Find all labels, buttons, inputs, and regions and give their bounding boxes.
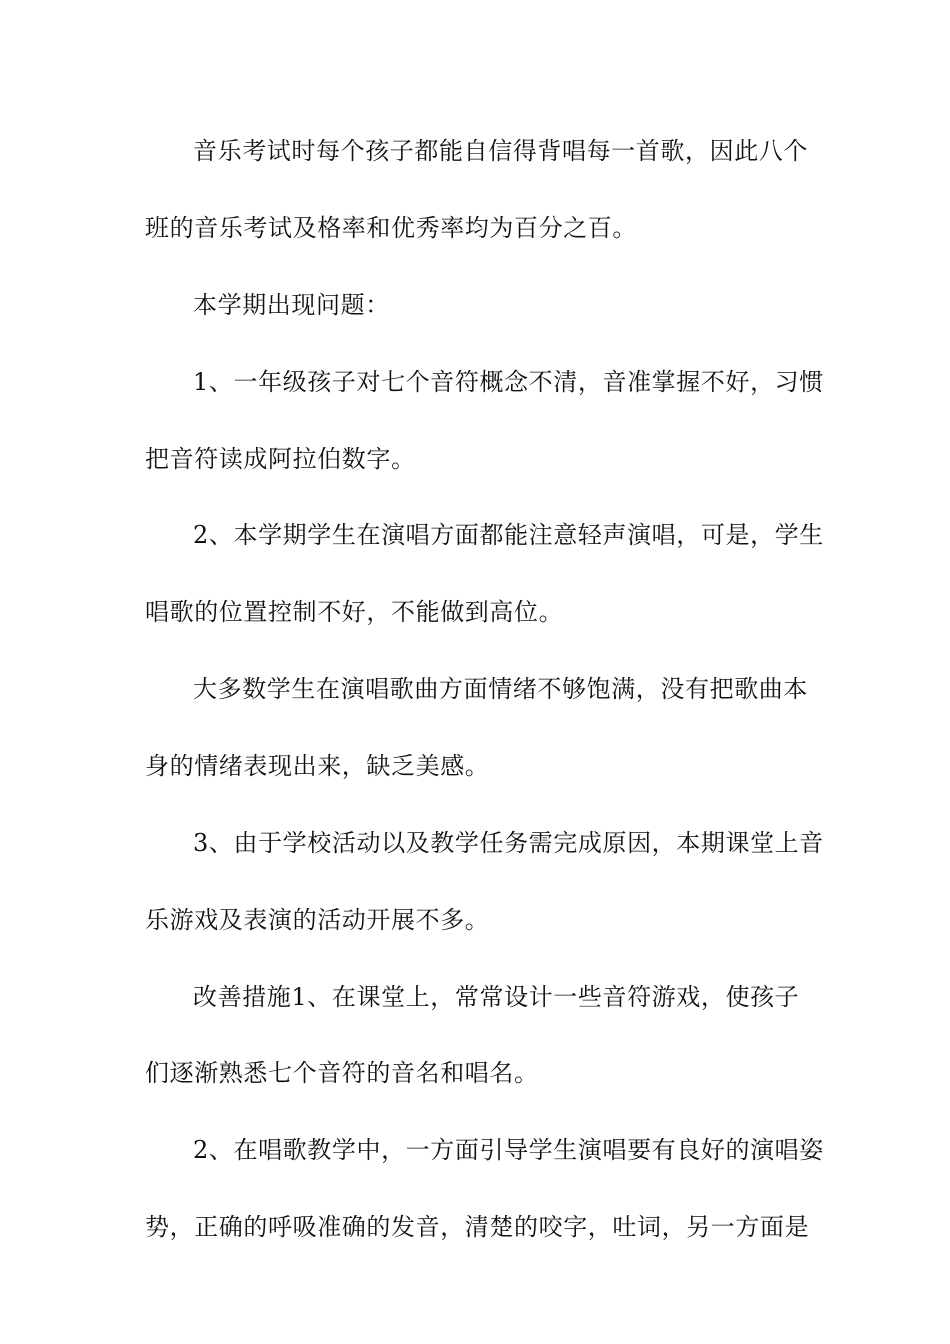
paragraph-line: 2、本学期学生在演唱方面都能注意轻声演唱，可是，学生 <box>193 521 824 549</box>
paragraph-line: 音乐考试时每个孩子都能自信得背唱每一首歌，因此八个 <box>193 137 808 165</box>
paragraph-line: 大多数学生在演唱歌曲方面情绪不够饱满，没有把歌曲本 <box>193 675 808 703</box>
paragraph-line: 改善措施1、在课堂上，常常设计一些音符游戏，使孩子 <box>193 983 800 1011</box>
paragraph-line: 班的音乐考试及格率和优秀率均为百分之百。 <box>145 214 637 242</box>
paragraph-line: 把音符读成阿拉伯数字。 <box>145 445 416 473</box>
paragraph-line: 们逐渐熟悉七个音符的音名和唱名。 <box>145 1059 539 1087</box>
paragraph-line: 唱歌的位置控制不好，不能做到高位。 <box>145 598 564 626</box>
paragraph-line: 1、一年级孩子对七个音符概念不清，音准掌握不好，习惯 <box>193 368 824 396</box>
paragraph-line: 势，正确的呼吸准确的发音，清楚的咬字，吐词，另一方面是 <box>145 1213 810 1241</box>
paragraph-line: 3、由于学校活动以及教学任务需完成原因，本期课堂上音 <box>193 829 824 857</box>
paragraph-line: 2、在唱歌教学中，一方面引导学生演唱要有良好的演唱姿 <box>193 1136 824 1164</box>
paragraph-line: 乐游戏及表演的活动开展不多。 <box>145 906 490 934</box>
paragraph-line: 身的情绪表现出来，缺乏美感。 <box>145 752 490 780</box>
section-heading: 本学期出现问题： <box>193 291 390 319</box>
